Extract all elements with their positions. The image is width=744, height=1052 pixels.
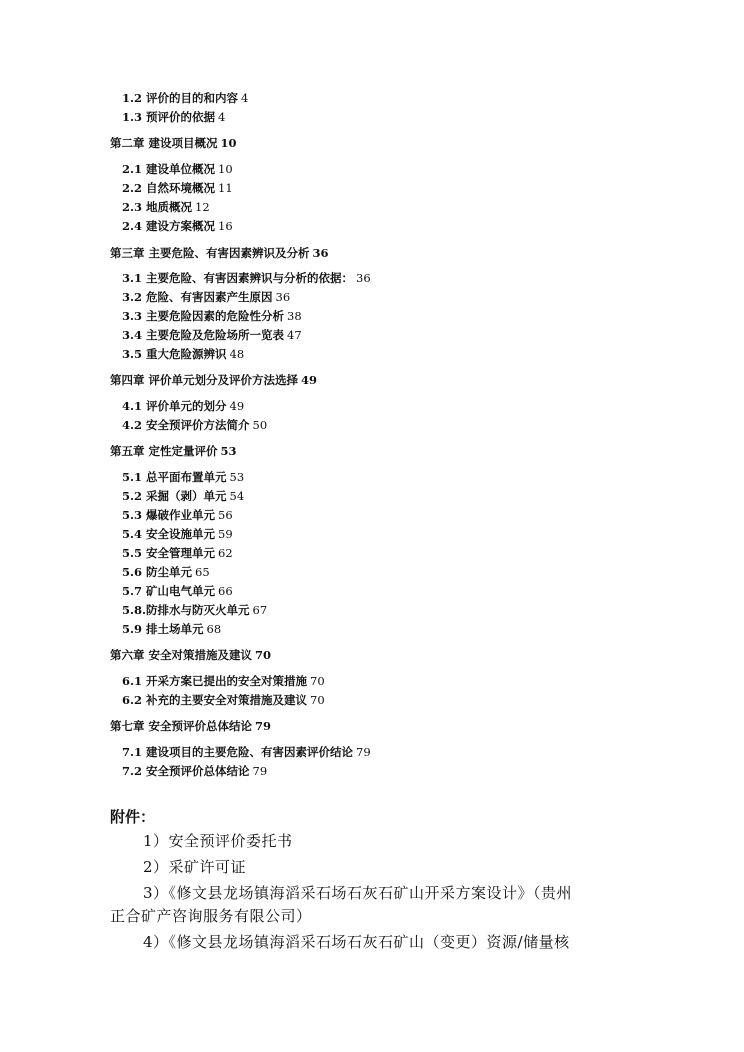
toc-entry-page: 56: [218, 508, 233, 522]
toc-entry-page: 12: [195, 200, 210, 214]
attachment-item-1: 1）安全预评价委托书: [143, 832, 293, 850]
toc-chapter[interactable]: [110, 719, 271, 733]
toc-section[interactable]: [122, 603, 267, 617]
toc-entry-page: 47: [287, 328, 302, 342]
toc-entry-title: 3.3 主要危险因素的危险性分析: [122, 309, 285, 323]
toc-entry-title: 第四章 评价单元划分及评价方法选择: [110, 373, 299, 387]
toc-entry-page: 36: [356, 271, 371, 285]
toc-entry-page: 4: [218, 110, 226, 124]
toc-section[interactable]: [122, 110, 225, 124]
attachments-title: 附件：: [110, 808, 156, 826]
toc-section[interactable]: [122, 347, 244, 361]
toc-section[interactable]: [122, 546, 233, 560]
toc-entry-page: 53: [220, 444, 237, 458]
toc-entry-title: 5.7 矿山电气单元: [122, 584, 216, 598]
attachment-item-3-continued: 正合矿产咨询服务有限公司）: [110, 907, 312, 925]
toc-section[interactable]: [122, 527, 233, 541]
toc-entry-title: 5.3 爆破作业单元: [122, 508, 216, 522]
toc-section[interactable]: [122, 219, 233, 233]
toc-entry-page: 70: [310, 674, 325, 688]
toc-section[interactable]: [122, 693, 325, 707]
toc-entry-title: 5.4 安全设施单元: [122, 527, 216, 541]
toc-section[interactable]: [122, 584, 233, 598]
toc-entry-page: 36: [312, 246, 329, 260]
toc-entry-page: 53: [229, 470, 245, 484]
toc-section[interactable]: [122, 200, 210, 214]
toc-entry-page: 10: [218, 162, 233, 176]
toc-entry-title: 7.2 安全预评价总体结论: [122, 764, 250, 778]
attachment-item-3: 3）《修文县龙场镇海滔采石场石灰石矿山开采方案设计》（贵州: [143, 884, 573, 902]
toc-section[interactable]: [122, 181, 233, 195]
toc-entry-page: 16: [218, 219, 233, 233]
toc-entry-title: 5.5 安全管理单元: [122, 546, 216, 560]
toc-entry-page: 70: [255, 648, 272, 662]
toc-entry-page: 50: [252, 418, 268, 432]
toc-entry-title: 第二章 建设项目概况: [110, 136, 218, 150]
toc-entry-page: 65: [195, 565, 210, 579]
toc-entry-title: 5.6 防尘单元: [122, 565, 193, 579]
toc-entry-title: 3.2 危险、有害因素产生原因: [122, 290, 273, 304]
toc-entry-title: 3.4 主要危险及危险场所一览表: [122, 328, 285, 342]
toc-entry-title: 3.1 主要危险、有害因素辨识与分析的依据：: [122, 271, 354, 285]
toc-entry-page: 79: [356, 745, 371, 759]
toc-entry-title: 4.2 安全预评价方法简介: [122, 418, 250, 432]
toc-entry-page: 79: [252, 764, 268, 778]
toc-entry-title: 4.1 评价单元的划分: [122, 399, 227, 413]
toc-entry-title: 5.2 采掘（剥）单元: [122, 489, 227, 503]
toc-section[interactable]: [122, 309, 302, 323]
toc-chapter[interactable]: [110, 373, 317, 387]
toc-section[interactable]: [122, 328, 302, 342]
toc-section[interactable]: [122, 764, 267, 778]
toc-section[interactable]: [122, 290, 290, 304]
toc-section[interactable]: [122, 508, 233, 522]
toc-chapter[interactable]: [110, 246, 329, 260]
toc-section[interactable]: [122, 565, 210, 579]
toc-entry-page: 54: [229, 489, 245, 503]
toc-chapter[interactable]: [110, 648, 271, 662]
toc-section[interactable]: [122, 745, 371, 759]
toc-entry-page: 49: [229, 399, 245, 413]
toc-section[interactable]: [122, 399, 244, 413]
toc-entry-page: 4: [241, 91, 249, 105]
toc-chapter[interactable]: [110, 444, 237, 458]
toc-entry-page: 62: [218, 546, 233, 560]
toc-section[interactable]: [122, 418, 267, 432]
toc-entry-title: 5.8.防排水与防灭火单元: [122, 603, 250, 617]
toc-section[interactable]: [122, 271, 371, 285]
toc-entry-title: 6.2 补充的主要安全对策措施及建议: [122, 693, 308, 707]
toc-entry-page: 11: [218, 181, 233, 195]
toc-entry-page: 67: [252, 603, 268, 617]
toc-entry-page: 49: [301, 373, 318, 387]
toc-entry-title: 1.3 预评价的依据: [122, 110, 216, 124]
toc-entry-page: 36: [275, 290, 291, 304]
toc-entry-title: 1.2 评价的目的和内容: [122, 91, 239, 105]
toc-entry-title: 5.1 总平面布置单元: [122, 470, 227, 484]
toc-entry-title: 2.3 地质概况: [122, 200, 193, 214]
toc-entry-title: 2.4 建设方案概况: [122, 219, 216, 233]
toc-section[interactable]: [122, 489, 244, 503]
toc-entry-page: 66: [218, 584, 233, 598]
toc-section[interactable]: [122, 622, 221, 636]
toc-entry-page: 68: [206, 622, 222, 636]
toc-entry-title: 第六章 安全对策措施及建议: [110, 648, 253, 662]
toc-entry-page: 70: [310, 693, 325, 707]
toc-entry-page: 48: [229, 347, 245, 361]
toc-entry-title: 3.5 重大危险源辨识: [122, 347, 227, 361]
toc-entry-title: 第五章 定性定量评价: [110, 444, 218, 458]
toc-entry-title: 2.2 自然环境概况: [122, 181, 216, 195]
toc-entry-page: 79: [255, 719, 272, 733]
toc-entry-page: 38: [287, 309, 302, 323]
toc-entry-page: 10: [220, 136, 237, 150]
toc-chapter[interactable]: [110, 136, 237, 150]
toc-section[interactable]: [122, 91, 248, 105]
toc-entry-title: 7.1 建设项目的主要危险、有害因素评价结论: [122, 745, 354, 759]
toc-entry-title: 5.9 排土场单元: [122, 622, 204, 636]
toc-entry-title: 6.1 开采方案已提出的安全对策措施: [122, 674, 308, 688]
attachment-item-4: 4）《修文县龙场镇海滔采石场石灰石矿山（变更）资源/储量核: [143, 933, 570, 951]
toc-section[interactable]: [122, 162, 233, 176]
toc-entry-title: 第三章 主要危险、有害因素辨识及分析: [110, 246, 310, 260]
toc-section[interactable]: [122, 470, 244, 484]
toc-entry-title: 2.1 建设单位概况: [122, 162, 216, 176]
toc-section[interactable]: [122, 674, 325, 688]
toc-entry-page: 59: [218, 527, 233, 541]
attachment-item-2: 2）采矿许可证: [143, 858, 247, 876]
toc-entry-title: 第七章 安全预评价总体结论: [110, 719, 253, 733]
